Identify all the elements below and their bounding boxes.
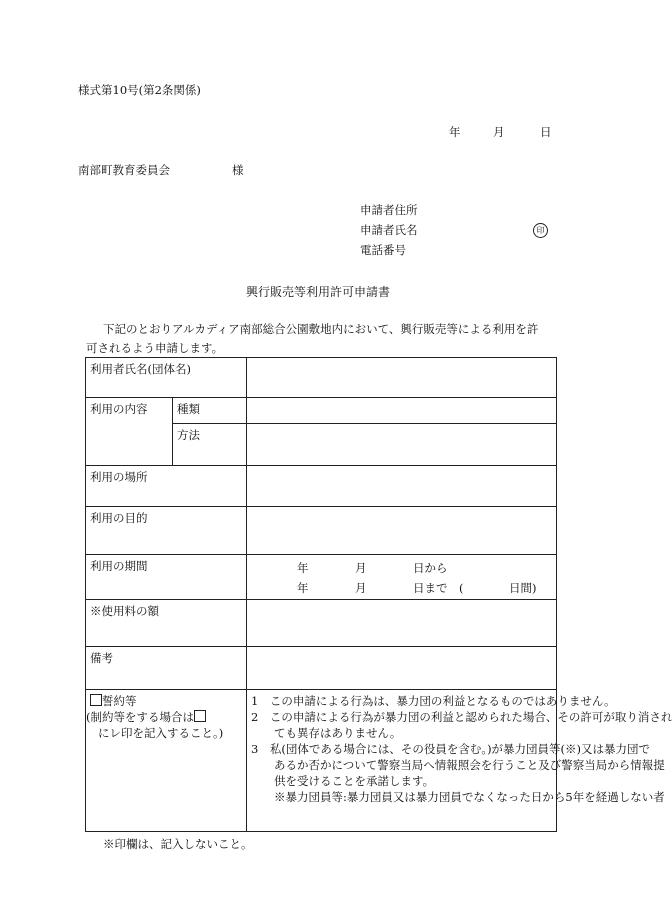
table-row: [86, 507, 557, 555]
remarks-label: 備考: [86, 647, 247, 690]
purpose-field[interactable]: [247, 507, 557, 555]
oath-statements: [247, 690, 672, 832]
kind-field[interactable]: [247, 398, 557, 424]
footer-note: ※印欄は、記入しないこと。: [103, 837, 253, 851]
user-name-label: 利用者氏名(団体名): [86, 358, 247, 398]
table-row: [86, 600, 557, 647]
oath-line: 1 この申請による行為は、暴力団の利益となるものではありません。: [251, 694, 616, 708]
intro-line-1: 下記のとおりアルカディア南部総合公園敷地内において、興行販売等による利用を許: [103, 322, 539, 336]
method-label: 方法: [173, 424, 247, 466]
fee-field[interactable]: [247, 600, 557, 647]
table-row: [86, 466, 557, 507]
period-start-year: 年: [297, 561, 309, 575]
table-row: [86, 690, 557, 832]
period-paren-open: (: [459, 581, 464, 595]
table-row: [86, 398, 557, 424]
purpose-label: 利用の目的: [86, 507, 247, 555]
period-end-month: 月: [355, 581, 367, 595]
user-name-field[interactable]: [247, 358, 557, 398]
oath-line: 2 この申請による行為が暴力団の利益と認められた場合、その許可が取り消され: [251, 710, 672, 724]
oath-line: 3 私(団体である場合には、その役員を含む。)が暴力団員等(※)又は暴力団で: [251, 742, 651, 756]
oath-line: 供を受けることを承諾します。: [251, 774, 435, 788]
place-label: 利用の場所: [86, 466, 247, 507]
table-row: [86, 358, 557, 398]
addressee: 南部町教育委員会: [78, 163, 170, 177]
oath-line: あるか否かについて警察当局へ情報照会を行うこと及び警察当局から情報提: [251, 758, 665, 772]
date-year-label: 年: [449, 125, 461, 139]
period-end-year: 年: [297, 581, 309, 595]
period-start-month: 月: [355, 561, 367, 575]
applicant-phone-label: 電話番号: [360, 243, 406, 257]
date-day-label: 日: [540, 125, 552, 139]
page-title: 興行販売等利用許可申請書: [246, 285, 391, 299]
oath-line: ※暴力団員等:暴力団員又は暴力団員でなくなった日から5年を経過しない者: [251, 790, 665, 804]
fee-label: ※使用料の額: [86, 600, 247, 647]
application-form-table: [85, 357, 672, 832]
table-row: [86, 647, 557, 690]
checkbox-sample-icon: [194, 710, 206, 722]
kind-label: 種類: [173, 398, 247, 424]
period-to: 日まで: [413, 581, 448, 595]
remarks-field[interactable]: [247, 647, 557, 690]
seal-icon: 印: [533, 222, 548, 238]
table-row: [86, 555, 557, 600]
period-days: 日間): [509, 581, 537, 595]
period-label: 利用の期間: [86, 555, 247, 600]
applicant-name-label: 申請者氏名: [360, 223, 418, 237]
period-from: 日から: [413, 561, 448, 575]
oath-label: 誓約等 (制約等をする場合は にレ印を記入すること。): [86, 690, 247, 832]
period-field[interactable]: [247, 555, 557, 600]
form-number: 様式第10号(第2条関係): [78, 83, 201, 97]
intro-line-2: 可されるよう申請します。: [86, 341, 224, 355]
honorific: 様: [232, 163, 244, 177]
oath-checkbox[interactable]: [90, 694, 102, 706]
applicant-address-label: 申請者住所: [360, 203, 418, 217]
place-field[interactable]: [247, 466, 557, 507]
method-field[interactable]: [247, 424, 557, 466]
content-label: 利用の内容: [86, 398, 173, 466]
date-month-label: 月: [493, 125, 505, 139]
oath-line: ても異存はありません。: [251, 726, 402, 740]
